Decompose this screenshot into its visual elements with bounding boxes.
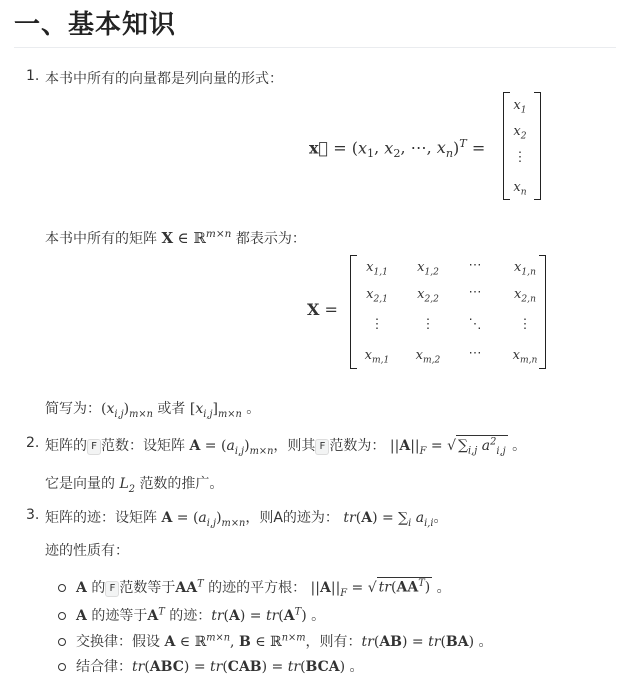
matrix-cell: $x_{m,2}$ — [415, 348, 441, 366]
list-number-3: 3. — [26, 507, 40, 523]
code-f: F — [315, 439, 329, 455]
matrix-cell: ⋮ — [370, 317, 384, 332]
matrix-cell: $x_{2,1}$ — [366, 287, 388, 305]
trace-property: 交换律：假设 A ∈ ℝ$^{m\times n}$, B ∈ ℝ$^{n\times m}$，则有：tr(AB) = tr(BA) 。 — [76, 632, 493, 650]
code-f: F — [87, 439, 101, 455]
shorthand-line: 简写为：$(x_{i,j})_{m\times n}$ 或者 $[x_{i,j}]_{m\times n}$ 。 — [45, 401, 261, 420]
code-f: F — [105, 581, 119, 597]
heading-divider — [14, 47, 616, 48]
matrix-cell: $x_{2,2}$ — [417, 287, 439, 305]
matrix-cell: ⋯ — [468, 346, 482, 361]
section-heading: 一、基本知识 — [14, 10, 177, 40]
bullet-marker — [58, 584, 66, 592]
item1-text: 本书中所有的向量都是列向量的形式： — [45, 71, 283, 87]
matrix-cell: $x_{m,1}$ — [364, 348, 390, 366]
matrix-cell: ⋮ — [421, 317, 435, 332]
bullet-marker — [58, 638, 66, 646]
item2-note: 它是向量的 $L_2$ 范数的推广。 — [45, 476, 224, 495]
trace-property: A 的迹等于$A^T$ 的迹：$tr(A) = tr(A^T)$ 。 — [76, 606, 326, 624]
trace-properties-label: 迹的性质有： — [45, 543, 129, 559]
list-number-2: 2. — [26, 435, 40, 451]
matrix-intro: 本书中所有的矩阵 X ∈ ℝ$^{m\times n}$ 都表示为： — [45, 228, 306, 247]
vector-entry: $x_2$ — [513, 124, 527, 142]
matrix-cell: $x_{1,1}$ — [366, 260, 388, 278]
matrix-equation-lhs: X = — [307, 300, 338, 319]
matrix-cell: $x_{1,n}$ — [514, 260, 536, 278]
trace-property: 结合律：tr(ABC) = tr(CAB) = tr(BCA) 。 — [76, 659, 364, 675]
item2-text: 矩阵的 F 范数：设矩阵 $A = (a_{i,j})_{m\times n}$，则其 F 范数为： $||A||_F$ = √ $\sum_{i,j}$ $a^2_{i,j}$ 。 — [45, 436, 527, 457]
bullet-marker — [58, 612, 66, 620]
trace-property: A 的 F 范数等于$AA^T$ 的迹的平方根： $||A||_F$ = √ $tr(AA^T)$ 。 — [76, 578, 451, 599]
bullet-marker — [58, 663, 66, 671]
matrix-cell: ⋯ — [468, 258, 482, 273]
matrix-cell: ⋱ — [468, 317, 482, 332]
matrix-cell: $x_{2,n}$ — [514, 287, 536, 305]
matrix-cell: $x_{1,2}$ — [417, 260, 439, 278]
vector-equation-lhs: x⃗ = ($x_1$, $x_2$, ⋯, $x_n)^T$ = — [309, 137, 486, 161]
item3-text: 矩阵的迹：设矩阵 $A = (a_{i,j})_{m\times n}$，则A的迹为： $tr(A) = \sum_i$ $a_{i,i}$。 — [45, 510, 448, 529]
vector-entry: ⋮ — [513, 150, 527, 165]
matrix-cell: $x_{m,n}$ — [512, 348, 538, 366]
matrix-cell: ⋯ — [468, 285, 482, 300]
matrix-cell: ⋮ — [518, 317, 532, 332]
vector-entry: $x_n$ — [513, 180, 527, 198]
vector-entry: $x_1$ — [513, 98, 527, 116]
list-number-1: 1. — [26, 68, 40, 84]
